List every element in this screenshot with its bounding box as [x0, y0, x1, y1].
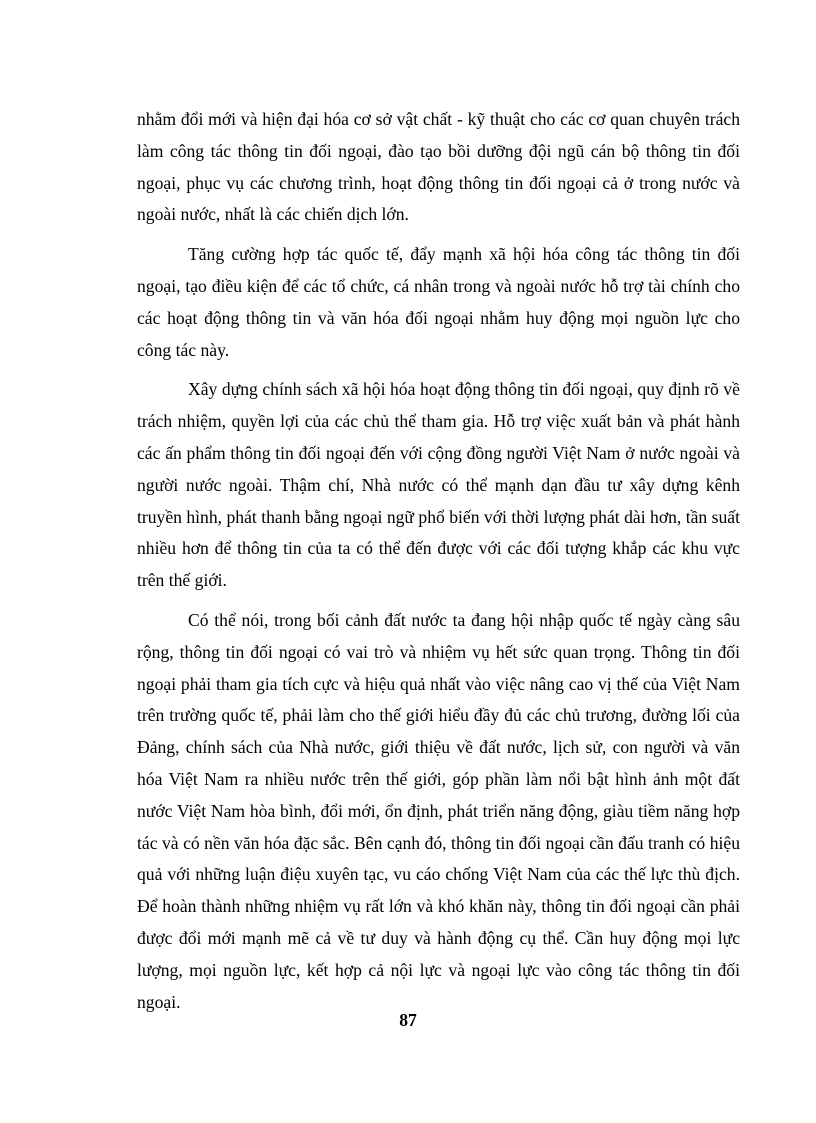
- paragraph-socialization-policy: Xây dựng chính sách xã hội hóa hoạt động thông tin đối ngoại, quy định rõ về trách nhiệm, quyền lợi của các chủ thể tham gia. Hỗ trợ việc xuất bản và phát hành các ấn phẩm thông tin đối ngoại đến với cộng đồng người Việt Nam ở nước ngoài và người nước ngoài. Thậm chí, Nhà nước có thể mạnh dạn đầu tư xây dựng kênh truyền hình, phát thanh bằng ngoại ngữ phổ biến với thời lượng phát dài hơn, tần suất nhiều hơn để thông tin của ta có thể đến được với các đối tượng khắp các khu vực trên thế giới.: [137, 379, 740, 591]
- paragraph-conclusion: Có thể nói, trong bối cảnh đất nước ta đang hội nhập quốc tế ngày càng sâu rộng, thông tin đối ngoại có vai trò và nhiệm vụ hết sức quan trọng. Thông tin đối ngoại phải tham gia tích cực và hiệu quả nhất vào việc nâng cao vị thế của Việt Nam trên trường quốc tế, phải làm cho thế giới hiểu đầy đủ các chủ trương, đường lối của Đảng, chính sách của Nhà nước, giới thiệu về đất nước, lịch sử, con người và văn hóa Việt Nam ra nhiều nước trên thế giới, góp phần làm nổi bật hình ảnh một đất nước Việt Nam hòa bình, đổi mới, ổn định, phát triển năng động, giàu tiềm năng hợp tác và có nền văn hóa đặc sắc. Bên cạnh đó, thông tin đối ngoại cần đấu tranh có hiệu quả với những luận điệu xuyên tạc, vu cáo chống Việt Nam của các thế lực thù địch. Để hoàn thành những nhiệm vụ rất lớn và khó khăn này, thông tin đối ngoại cần phải được đổi mới mạnh mẽ cả về tư duy và hành động cụ thể. Cần huy động mọi lực lượng, mọi nguồn lực, kết hợp cả nội lực và ngoại lực vào công tác thông tin đối ngoại.: [137, 609, 740, 1012]
- page-number: 87: [399, 1010, 417, 1030]
- body-text: [137, 104, 740, 1026]
- paragraph-international-cooperation: Tăng cường hợp tác quốc tế, đẩy mạnh xã hội hóa công tác thông tin đối ngoại, tạo điều kiện để các tổ chức, cá nhân trong và ngoài nước hỗ trợ tài chính cho các hoạt động thông tin và văn hóa đối ngoại nhằm huy động mọi nguồn lực cho công tác này.: [137, 244, 740, 360]
- paragraph-continuation: nhằm đổi mới và hiện đại hóa cơ sở vật chất - kỹ thuật cho các cơ quan chuyên trách làm công tác thông tin đối ngoại, đào tạo bồi dưỡng đội ngũ cán bộ thông tin đối ngoại, phục vụ các chương trình, hoạt động thông tin đối ngoại cả ở trong nước và ngoài nước, nhất là các chiến dịch lớn.: [137, 109, 740, 225]
